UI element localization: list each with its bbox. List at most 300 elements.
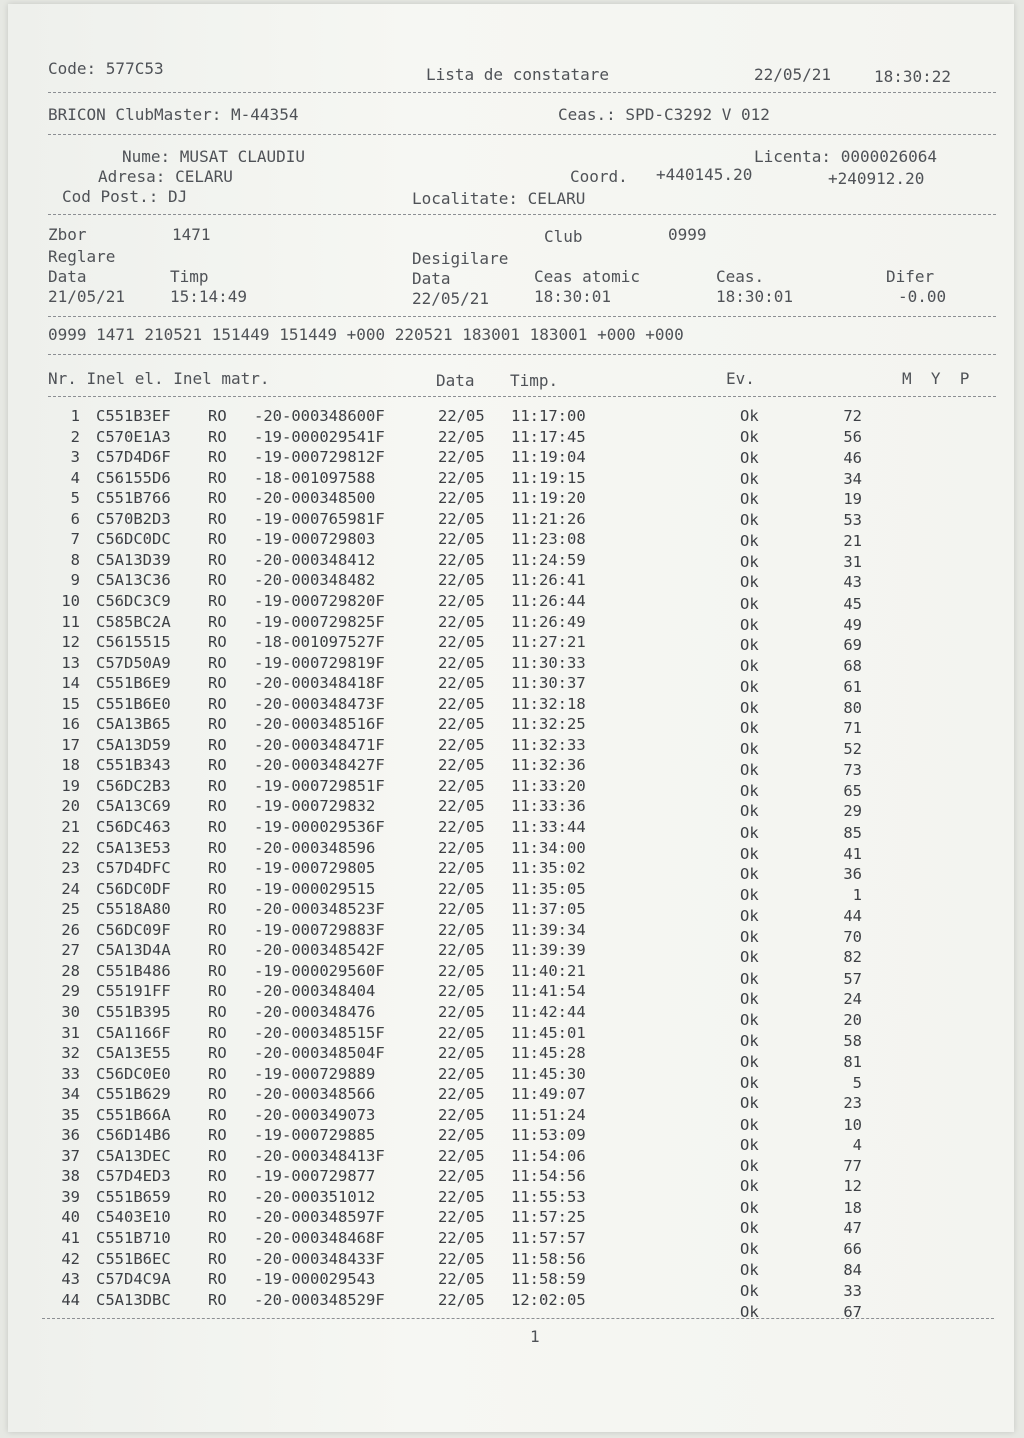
arrival-date: 22/05 bbox=[438, 1167, 485, 1186]
arrival-time: 11:30:33 bbox=[511, 653, 586, 672]
arrival-date: 22/05 bbox=[438, 633, 485, 652]
country-code: RO bbox=[208, 509, 227, 528]
value-cell: 21 bbox=[843, 532, 862, 551]
country-code: RO bbox=[208, 1187, 227, 1206]
club-value: 0999 bbox=[668, 225, 707, 244]
table-row bbox=[8, 1084, 1008, 1113]
table-row bbox=[8, 981, 1008, 1009]
reglare-time: 15:14:49 bbox=[170, 287, 248, 306]
electronic-ring-id: C5615515 bbox=[96, 633, 171, 652]
country-code: RO bbox=[208, 468, 227, 487]
arrival-date: 22/05 bbox=[438, 735, 485, 754]
coord-y: +240912.20 bbox=[828, 169, 925, 188]
licence-number: Licenta: 0000026064 bbox=[754, 147, 938, 166]
electronic-ring-id: C5A13D39 bbox=[96, 550, 171, 569]
country-code: RO bbox=[208, 776, 227, 795]
table-row bbox=[8, 570, 1008, 590]
value-cell: 80 bbox=[843, 698, 862, 717]
arrival-time: 11:45:28 bbox=[511, 1044, 586, 1063]
value-cell: 67 bbox=[843, 1302, 862, 1321]
event-status: Ok bbox=[740, 927, 759, 946]
ring-number: -19-000765981F bbox=[254, 509, 385, 528]
arrival-date: 22/05 bbox=[438, 879, 485, 898]
table-row bbox=[8, 406, 1008, 426]
row-number: 2 bbox=[70, 427, 80, 446]
event-status: Ok bbox=[740, 1198, 759, 1217]
arrival-time: 11:45:01 bbox=[511, 1023, 586, 1042]
arrival-time: 11:45:30 bbox=[511, 1064, 586, 1083]
owner-name: Nume: MUSAT CLAUDIU bbox=[122, 147, 306, 166]
row-number: 38 bbox=[61, 1167, 80, 1186]
ring-number: -19-000729851F bbox=[254, 776, 385, 795]
arrival-time: 11:53:09 bbox=[511, 1126, 586, 1145]
arrival-time: 11:30:37 bbox=[511, 674, 586, 693]
arrival-time: 11:57:57 bbox=[511, 1229, 586, 1247]
event-status: Ok bbox=[740, 636, 759, 655]
value-cell: 57 bbox=[843, 969, 862, 988]
country-code: RO bbox=[208, 1044, 227, 1063]
event-status: Ok bbox=[740, 1053, 759, 1072]
country-code: RO bbox=[208, 961, 227, 980]
country-code: RO bbox=[208, 427, 227, 446]
arrival-time: 11:26:44 bbox=[511, 591, 586, 610]
ring-number: -20-000348596 bbox=[254, 838, 376, 857]
arrival-time: 11:34:00 bbox=[511, 838, 586, 857]
event-status: Ok bbox=[740, 761, 759, 780]
event-status: Ok bbox=[740, 865, 759, 884]
value-cell: 34 bbox=[843, 469, 862, 488]
electronic-ring-id: C551B486 bbox=[96, 961, 171, 980]
country-code: RO bbox=[208, 1208, 227, 1227]
header-date: 22/05/21 bbox=[754, 65, 832, 84]
arrival-time: 11:23:08 bbox=[511, 530, 586, 549]
arrival-date: 22/05 bbox=[438, 550, 485, 569]
table-row bbox=[8, 1105, 1008, 1134]
arrival-date: 22/05 bbox=[438, 1126, 485, 1145]
electronic-ring-id: C551B3EF bbox=[96, 407, 171, 425]
country-code: RO bbox=[208, 735, 227, 754]
electronic-ring-id: C5518A80 bbox=[96, 900, 171, 919]
event-status: Ok bbox=[740, 781, 759, 800]
table-row bbox=[8, 1228, 1008, 1258]
value-cell: 53 bbox=[843, 510, 862, 529]
arrival-date: 22/05 bbox=[438, 1044, 485, 1063]
arrival-date: 22/05 bbox=[438, 1146, 485, 1165]
code-label: Code: 577C53 bbox=[48, 59, 164, 78]
table-row bbox=[8, 509, 1008, 529]
arrival-date: 22/05 bbox=[438, 715, 485, 734]
arrival-time: 11:37:05 bbox=[511, 900, 586, 919]
zbor-value: 1471 bbox=[172, 225, 211, 244]
row-number: 9 bbox=[70, 571, 80, 590]
arrival-date: 22/05 bbox=[438, 982, 485, 1001]
country-code: RO bbox=[208, 591, 227, 610]
country-code: RO bbox=[208, 633, 227, 652]
table-row bbox=[8, 961, 1008, 988]
ring-number: -20-000348427F bbox=[254, 756, 385, 775]
ring-number: -20-000348473F bbox=[254, 694, 385, 713]
electronic-ring-id: C551B766 bbox=[96, 489, 171, 508]
arrival-date: 22/05 bbox=[438, 1290, 485, 1309]
arrival-date: 22/05 bbox=[438, 612, 485, 631]
electronic-ring-id: C551B710 bbox=[96, 1229, 171, 1247]
country-code: RO bbox=[208, 571, 227, 590]
event-status: Ok bbox=[740, 1156, 759, 1175]
event-status: Ok bbox=[740, 1073, 759, 1092]
electronic-ring-id: C570E1A3 bbox=[96, 427, 171, 446]
value-cell: 19 bbox=[843, 490, 862, 509]
arrival-time: 11:33:44 bbox=[511, 818, 586, 836]
arrival-time: 11:35:02 bbox=[511, 859, 586, 878]
arrival-date: 22/05 bbox=[438, 1064, 485, 1083]
country-code: RO bbox=[208, 694, 227, 713]
arrival-time: 11:42:44 bbox=[511, 1002, 586, 1021]
arrival-date: 22/05 bbox=[438, 1002, 485, 1021]
ring-number: -19-000029543 bbox=[254, 1270, 376, 1289]
country-code: RO bbox=[208, 715, 227, 734]
ring-number: -19-000729885 bbox=[254, 1126, 376, 1145]
country-code: RO bbox=[208, 1105, 227, 1124]
arrival-time: 11:39:39 bbox=[511, 941, 586, 960]
club-label: Club bbox=[544, 227, 583, 246]
value-cell: 10 bbox=[843, 1115, 862, 1134]
arrival-date: 22/05 bbox=[438, 1023, 485, 1042]
event-status: Ok bbox=[740, 1240, 759, 1258]
value-cell: 12 bbox=[843, 1177, 862, 1196]
ring-number: -20-000348468F bbox=[254, 1229, 385, 1247]
row-number: 16 bbox=[61, 715, 80, 734]
electronic-ring-id: C5A13B65 bbox=[96, 715, 171, 734]
country-code: RO bbox=[208, 879, 227, 898]
table-row bbox=[8, 1290, 1008, 1321]
reglare-label: Reglare bbox=[48, 247, 116, 266]
table-row bbox=[8, 714, 1008, 738]
event-status: Ok bbox=[740, 573, 759, 592]
arrival-date: 22/05 bbox=[438, 530, 485, 549]
row-number: 17 bbox=[61, 735, 80, 754]
column-header-myp: M Y P bbox=[902, 369, 970, 388]
event-status: Ok bbox=[740, 449, 759, 468]
row-number: 3 bbox=[70, 448, 80, 467]
ring-number: -20-000348471F bbox=[254, 735, 385, 754]
coord-label: Coord. bbox=[570, 167, 628, 186]
value-cell: 44 bbox=[843, 907, 862, 926]
arrival-time: 11:32:36 bbox=[511, 756, 586, 775]
row-number: 5 bbox=[70, 489, 80, 508]
table-row bbox=[8, 1146, 1008, 1175]
table-row bbox=[8, 899, 1008, 926]
arrival-date: 22/05 bbox=[438, 776, 485, 795]
arrival-time: 11:19:20 bbox=[511, 489, 586, 508]
row-number: 34 bbox=[61, 1085, 80, 1104]
arrival-time: 11:57:25 bbox=[511, 1208, 586, 1227]
electronic-ring-id: C56DC0E0 bbox=[96, 1064, 171, 1083]
electronic-ring-id: C5A13D59 bbox=[96, 735, 171, 754]
divider bbox=[48, 396, 996, 397]
event-status: Ok bbox=[740, 1177, 759, 1196]
row-number: 12 bbox=[61, 633, 80, 652]
timp-label: Timp bbox=[170, 267, 209, 286]
value-cell: 71 bbox=[843, 719, 862, 738]
value-cell: 84 bbox=[843, 1260, 862, 1279]
electronic-ring-id: C570B2D3 bbox=[96, 509, 171, 528]
table-row bbox=[8, 817, 1008, 842]
country-code: RO bbox=[208, 1229, 227, 1247]
arrival-date: 22/05 bbox=[438, 694, 485, 713]
event-status: Ok bbox=[740, 1010, 759, 1029]
row-number: 28 bbox=[61, 961, 80, 980]
arrival-time: 11:21:26 bbox=[511, 509, 586, 528]
ring-number: -19-000729889 bbox=[254, 1064, 376, 1083]
country-code: RO bbox=[208, 900, 227, 919]
arrival-time: 11:32:18 bbox=[511, 694, 586, 713]
country-code: RO bbox=[208, 1023, 227, 1042]
reglare-date: 21/05/21 bbox=[48, 287, 126, 306]
table-row bbox=[8, 1064, 1008, 1092]
electronic-ring-id: C5A13D4A bbox=[96, 941, 171, 960]
arrival-time: 11:58:56 bbox=[511, 1249, 586, 1268]
summary-line: 0999 1471 210521 151449 151449 +000 220521 183001 183001 +000 +000 bbox=[48, 325, 684, 344]
country-code: RO bbox=[208, 920, 227, 939]
ring-number: -20-000348482 bbox=[254, 571, 376, 590]
value-cell: 65 bbox=[843, 781, 862, 800]
country-code: RO bbox=[208, 1085, 227, 1104]
ring-number: -19-000729820F bbox=[254, 591, 385, 610]
ceas-label: Ceas. bbox=[716, 267, 765, 286]
ceas-value: 18:30:01 bbox=[716, 287, 794, 306]
arrival-date: 22/05 bbox=[438, 427, 485, 446]
country-code: RO bbox=[208, 674, 227, 693]
arrival-time: 11:54:56 bbox=[511, 1167, 586, 1186]
table-row bbox=[8, 529, 1008, 549]
event-status: Ok bbox=[740, 510, 759, 529]
row-number: 13 bbox=[61, 653, 80, 672]
country-code: RO bbox=[208, 1126, 227, 1145]
ring-number: -20-000348412 bbox=[254, 550, 376, 569]
event-status: Ok bbox=[740, 407, 759, 425]
arrival-time: 11:33:20 bbox=[511, 776, 586, 795]
column-header-rings: Nr. Inel el. Inel matr. bbox=[48, 369, 270, 388]
arrival-date: 22/05 bbox=[438, 407, 485, 425]
electronic-ring-id: C5A13DBC bbox=[96, 1290, 171, 1309]
value-cell: 46 bbox=[843, 449, 862, 468]
electronic-ring-id: C56DC0DC bbox=[96, 530, 171, 549]
row-number: 6 bbox=[70, 509, 80, 528]
electronic-ring-id: C551B6E0 bbox=[96, 694, 171, 713]
electronic-ring-id: C551B395 bbox=[96, 1002, 171, 1021]
event-status: Ok bbox=[740, 969, 759, 988]
arrival-date: 22/05 bbox=[438, 818, 485, 836]
arrival-date: 22/05 bbox=[438, 1249, 485, 1268]
table-row bbox=[8, 1166, 1008, 1196]
table-row bbox=[8, 796, 1008, 821]
arrival-date: 22/05 bbox=[438, 756, 485, 775]
arrival-date: 22/05 bbox=[438, 1208, 485, 1227]
country-code: RO bbox=[208, 1064, 227, 1083]
event-status: Ok bbox=[740, 552, 759, 571]
arrival-time: 11:39:34 bbox=[511, 920, 586, 939]
event-status: Ok bbox=[740, 907, 759, 926]
row-number: 8 bbox=[70, 550, 80, 569]
arrival-time: 11:26:49 bbox=[511, 612, 586, 631]
ring-number: -20-000348504F bbox=[254, 1044, 385, 1063]
table-row bbox=[8, 427, 1008, 447]
value-cell: 70 bbox=[843, 927, 862, 946]
value-cell: 81 bbox=[843, 1053, 862, 1072]
event-status: Ok bbox=[740, 1219, 759, 1238]
arrival-date: 22/05 bbox=[438, 1270, 485, 1289]
country-code: RO bbox=[208, 530, 227, 549]
event-status: Ok bbox=[740, 532, 759, 551]
row-number: 26 bbox=[61, 920, 80, 939]
electronic-ring-id: C56155D6 bbox=[96, 468, 171, 487]
event-status: Ok bbox=[740, 1115, 759, 1134]
electronic-ring-id: C551B6EC bbox=[96, 1249, 171, 1268]
table-row bbox=[8, 940, 1008, 967]
divider bbox=[48, 354, 996, 355]
value-cell: 49 bbox=[843, 615, 862, 634]
table-row bbox=[8, 1125, 1008, 1155]
table-row bbox=[8, 1002, 1008, 1029]
event-status: Ok bbox=[740, 739, 759, 758]
ring-number: -20-000348529F bbox=[254, 1290, 385, 1309]
country-code: RO bbox=[208, 1290, 227, 1309]
value-cell: 56 bbox=[843, 427, 862, 446]
row-number: 29 bbox=[61, 982, 80, 1001]
table-row bbox=[8, 838, 1008, 863]
electronic-ring-id: C56DC2B3 bbox=[96, 776, 171, 795]
ring-number: -20-000348500 bbox=[254, 489, 376, 508]
table-row bbox=[8, 653, 1008, 673]
electronic-ring-id: C57D50A9 bbox=[96, 653, 171, 672]
arrival-time: 11:35:05 bbox=[511, 879, 586, 898]
row-number: 11 bbox=[61, 612, 80, 631]
event-status: Ok bbox=[740, 427, 759, 446]
event-status: Ok bbox=[740, 1094, 759, 1113]
table-row bbox=[8, 858, 1008, 884]
owner-address: Adresa: CELARU bbox=[98, 167, 233, 186]
ring-number: -19-000029515 bbox=[254, 879, 376, 898]
ring-number: -20-000348523F bbox=[254, 900, 385, 919]
arrival-time: 11:19:04 bbox=[511, 448, 586, 467]
column-header-time: Timp. bbox=[510, 371, 559, 390]
value-cell: 85 bbox=[843, 824, 862, 842]
header-time: 18:30:22 bbox=[874, 67, 952, 86]
arrival-date: 22/05 bbox=[438, 468, 485, 487]
ring-number: -19-000729805 bbox=[254, 859, 376, 878]
value-cell: 68 bbox=[843, 656, 862, 675]
arrival-date: 22/05 bbox=[438, 1085, 485, 1104]
value-cell: 33 bbox=[843, 1282, 862, 1301]
arrival-time: 11:41:54 bbox=[511, 982, 586, 1001]
country-code: RO bbox=[208, 797, 227, 816]
electronic-ring-id: C5A13C36 bbox=[96, 571, 171, 590]
arrival-time: 11:33:36 bbox=[511, 797, 586, 816]
ring-number: -18-001097588 bbox=[254, 468, 376, 487]
value-cell: 36 bbox=[843, 865, 862, 884]
country-code: RO bbox=[208, 1146, 227, 1165]
zbor-label: Zbor bbox=[48, 225, 87, 244]
table-row bbox=[8, 468, 1008, 488]
data-label: Data bbox=[412, 269, 451, 288]
row-number: 19 bbox=[61, 776, 80, 795]
arrival-date: 22/05 bbox=[438, 674, 485, 693]
electronic-ring-id: C551B629 bbox=[96, 1085, 171, 1104]
event-status: Ok bbox=[740, 656, 759, 675]
arrival-time: 11:24:59 bbox=[511, 550, 586, 569]
ring-number: -19-000729825F bbox=[254, 612, 385, 631]
ring-number: -20-000348404 bbox=[254, 982, 376, 1001]
value-cell: 43 bbox=[843, 573, 862, 592]
arrival-date: 22/05 bbox=[438, 838, 485, 857]
value-cell: 31 bbox=[843, 552, 862, 571]
ring-number: -19-000029536F bbox=[254, 818, 385, 836]
value-cell: 5 bbox=[852, 1073, 862, 1092]
row-number: 37 bbox=[61, 1146, 80, 1165]
document-page bbox=[8, 4, 1014, 1432]
ring-number: -20-000348418F bbox=[254, 674, 385, 693]
ring-number: -18-001097527F bbox=[254, 633, 385, 652]
value-cell: 24 bbox=[843, 990, 862, 1009]
value-cell: 23 bbox=[843, 1094, 862, 1113]
club-master-label: BRICON ClubMaster: M-44354 bbox=[48, 105, 299, 124]
event-status: Ok bbox=[740, 802, 759, 821]
electronic-ring-id: C57D4D6F bbox=[96, 448, 171, 467]
ring-number: -20-000348476 bbox=[254, 1002, 376, 1021]
event-status: Ok bbox=[740, 469, 759, 488]
row-number: 24 bbox=[61, 879, 80, 898]
value-cell: 52 bbox=[843, 739, 862, 758]
arrival-time: 11:49:07 bbox=[511, 1085, 586, 1104]
event-status: Ok bbox=[740, 1260, 759, 1279]
column-header-date: Data bbox=[436, 371, 475, 390]
ring-number: -19-000029541F bbox=[254, 427, 385, 446]
table-row bbox=[8, 920, 1008, 946]
electronic-ring-id: C57D4DFC bbox=[96, 859, 171, 878]
row-number: 41 bbox=[61, 1229, 80, 1247]
row-number: 4 bbox=[70, 468, 80, 487]
arrival-time: 11:55:53 bbox=[511, 1187, 586, 1206]
arrival-time: 11:32:33 bbox=[511, 735, 586, 754]
page-number: 1 bbox=[530, 1327, 540, 1346]
row-number: 33 bbox=[61, 1064, 80, 1083]
country-code: RO bbox=[208, 448, 227, 467]
arrival-date: 22/05 bbox=[438, 961, 485, 980]
ring-number: -20-000348600F bbox=[254, 407, 385, 425]
value-cell: 29 bbox=[843, 802, 862, 821]
ring-number: -20-000351012 bbox=[254, 1187, 376, 1206]
electronic-ring-id: C56DC09F bbox=[96, 920, 171, 939]
ring-number: -20-000348566 bbox=[254, 1085, 376, 1104]
electronic-ring-id: C56DC0DF bbox=[96, 879, 171, 898]
event-status: Ok bbox=[740, 1136, 759, 1155]
value-cell: 82 bbox=[843, 948, 862, 967]
row-number: 31 bbox=[61, 1023, 80, 1042]
arrival-time: 11:40:21 bbox=[511, 961, 586, 980]
row-number: 21 bbox=[61, 818, 80, 836]
arrival-date: 22/05 bbox=[438, 448, 485, 467]
electronic-ring-id: C551B6E9 bbox=[96, 674, 171, 693]
ring-number: -19-000729883F bbox=[254, 920, 385, 939]
arrival-date: 22/05 bbox=[438, 1187, 485, 1206]
divider bbox=[48, 134, 996, 135]
table-row bbox=[8, 488, 1008, 508]
arrival-date: 22/05 bbox=[438, 591, 485, 610]
electronic-ring-id: C5A13DEC bbox=[96, 1146, 171, 1165]
electronic-ring-id: C56D14B6 bbox=[96, 1126, 171, 1145]
arrival-date: 22/05 bbox=[438, 1229, 485, 1247]
value-cell: 45 bbox=[843, 594, 862, 613]
